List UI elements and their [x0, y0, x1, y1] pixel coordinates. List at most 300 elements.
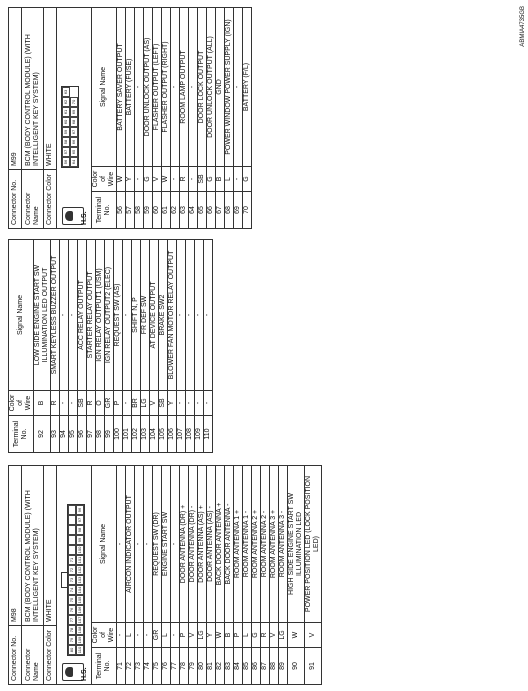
signal-name-cell: DOOR ANTENNA (AS) -	[207, 466, 216, 623]
table-row	[216, 466, 225, 685]
wire-color-cell: B	[216, 167, 225, 192]
terminal-no-cell: 71	[117, 648, 126, 685]
connector-panel-m99	[8, 7, 252, 229]
table-row	[180, 466, 189, 685]
signal-name-cell: BLOWER FAN MOTOR RELAY OUTPUT	[168, 240, 177, 391]
table-row	[87, 240, 96, 453]
figure-id: ABMIA4735GB	[520, 6, 526, 47]
signal-name-cell: IGN RELAY OUTPUT1 (USM)	[96, 240, 105, 391]
wire-color-cell: P	[114, 391, 123, 416]
terminal-no-cell: 59	[144, 192, 153, 229]
value-connector-color: WHITE	[44, 466, 57, 626]
terminal-no-cell: 87	[261, 648, 270, 685]
wire-color-cell: L	[225, 167, 234, 192]
terminal-no-cell: 70	[243, 192, 252, 229]
connector-header-m99	[8, 7, 57, 229]
label-connector-color: Connector Color	[44, 170, 57, 229]
terminal-no-cell: 98	[96, 416, 105, 453]
table-row	[126, 466, 135, 685]
pin-number: 72	[68, 565, 76, 575]
value-connector-no: M98	[9, 466, 22, 626]
signal-name-cell: DOOR ANTENNA (AS) +	[198, 466, 207, 623]
terminal-no-cell: 69	[234, 192, 243, 229]
signal-name-cell: -	[204, 240, 213, 391]
pin-number: 74	[68, 585, 76, 595]
signal-name-cell: ROOM ANTENNA 2 -	[261, 466, 270, 623]
table-row	[153, 8, 162, 229]
pin-number: 65	[70, 147, 78, 157]
wire-color-cell: SB	[159, 391, 168, 416]
pin-number: 58	[62, 137, 70, 147]
terminal-no-cell: 56	[117, 192, 126, 229]
terminal-no-cell: 72	[126, 648, 135, 685]
pin-number: 59	[62, 127, 70, 137]
pin-number: 70	[70, 97, 78, 107]
signal-name-cell: -	[144, 466, 153, 623]
wire-color-cell: V	[270, 623, 279, 648]
signal-name-cell: IGN RELAY OUTPUT2 (ELEC)	[105, 240, 114, 391]
col-color-of-wire: Color of Wire	[92, 167, 117, 192]
label-connector-name: Connector Name	[22, 170, 44, 229]
signal-name-cell: -	[69, 240, 78, 391]
signal-name-cell: FLASHER OUTPUT (RIGHT)	[162, 8, 171, 167]
signal-name-cell: BACK DOOR ANTENNA +	[216, 466, 225, 623]
pin-number: 98	[76, 525, 84, 535]
table-row	[225, 466, 234, 685]
wire-color-cell: L	[126, 623, 135, 648]
pin-number	[68, 535, 76, 545]
signal-name-cell: AT DEVICE OUTPUT	[150, 240, 159, 391]
signal-name-cell: POWER WINDOW POWER SUPPLY (IGN)	[225, 8, 234, 167]
terminal-no-cell: 86	[252, 648, 261, 685]
terminal-no-cell: 95	[69, 416, 78, 453]
terminal-no-cell: 75	[153, 648, 162, 685]
signal-name-cell: FR DEF SW	[141, 240, 150, 391]
signal-name-cell: ROOM ANTENNA 1 -	[243, 466, 252, 623]
pin-number: 108	[77, 626, 82, 634]
terminal-no-cell: 107	[177, 416, 186, 453]
terminal-no-cell: 84	[234, 648, 243, 685]
pin-number: 105	[77, 596, 82, 604]
terminal-no-cell: 93	[51, 416, 60, 453]
table-row	[186, 240, 195, 453]
table-row	[261, 466, 270, 685]
signal-name-cell: -	[171, 8, 180, 167]
signal-table-m98	[91, 465, 322, 685]
wire-color-cell: W	[216, 623, 225, 648]
signal-name-cell: -	[117, 466, 126, 623]
pin-number: 66	[70, 137, 78, 147]
wire-color-cell: SB	[78, 391, 87, 416]
signal-name-cell: -	[177, 240, 186, 391]
table-row	[123, 240, 132, 453]
pin-number: 77	[68, 615, 76, 625]
table-row	[78, 240, 87, 453]
wire-color-cell: L	[243, 623, 252, 648]
wire-color-cell: -	[135, 623, 144, 648]
terminal-no-cell: 91	[305, 648, 322, 685]
signal-name-cell: BATTERY (F/L)	[243, 8, 252, 167]
pin-number: 71	[68, 555, 76, 565]
signal-name-cell: BATTERY SAVER OUTPUT	[117, 8, 126, 167]
wire-color-cell: LG	[141, 391, 150, 416]
table-row	[252, 466, 261, 685]
terminal-no-cell: 88	[270, 648, 279, 685]
pin-number	[68, 515, 76, 525]
pin-number: 107	[77, 616, 82, 624]
wire-color-cell: R	[261, 623, 270, 648]
signal-name-cell: REQUEST SW (AS)	[114, 240, 123, 391]
signal-name-cell: BRAKE SW2	[159, 240, 168, 391]
terminal-no-cell: 102	[132, 416, 141, 453]
pin-number: 61	[62, 107, 70, 117]
signal-name-cell: -	[195, 240, 204, 391]
label-connector-no: Connector No.	[9, 170, 22, 229]
table-row	[270, 466, 279, 685]
table-row	[135, 466, 144, 685]
table-row	[96, 240, 105, 453]
terminal-no-cell: 60	[153, 192, 162, 229]
wire-color-cell: B	[225, 623, 234, 648]
pin-number: 104	[77, 586, 82, 594]
wire-color-cell: SB	[198, 167, 207, 192]
terminal-no-cell: 92	[34, 416, 51, 453]
signal-name-cell: ROOM LAMP OUTPUT	[180, 8, 189, 167]
signal-name-cell: DOOR ANTENNA (DR) +	[180, 466, 189, 623]
wire-color-cell: BR	[132, 391, 141, 416]
table-row	[144, 8, 153, 229]
wire-color-cell: Y	[168, 391, 177, 416]
pin-number	[68, 505, 76, 515]
terminal-no-cell: 64	[189, 192, 198, 229]
wire-color-cell: -	[189, 167, 198, 192]
table-row	[195, 240, 204, 453]
table-row	[117, 8, 126, 229]
pin-layout-m99	[61, 86, 79, 168]
terminal-no-cell: 66	[207, 192, 216, 229]
connector-panel-m98-cont	[8, 239, 213, 453]
wire-color-cell: W	[288, 623, 305, 648]
table-row	[126, 8, 135, 229]
terminal-no-cell: 101	[123, 416, 132, 453]
signal-name-cell: ENGINE START SW	[162, 466, 171, 623]
terminal-no-cell: 99	[105, 416, 114, 453]
terminal-no-cell: 108	[186, 416, 195, 453]
label-connector-color: Connector Color	[44, 626, 57, 685]
table-row	[105, 240, 114, 453]
signal-table-m98-cont	[8, 239, 213, 453]
signal-name-cell: GND	[216, 8, 225, 167]
signal-name-cell: -	[234, 8, 243, 167]
signal-name-cell: ROOM ANTENNA 3 -	[279, 466, 288, 623]
terminal-no-cell: 79	[189, 648, 198, 685]
signal-name-cell: ROOM ANTENNA 3 +	[270, 466, 279, 623]
table-row	[216, 8, 225, 229]
table-row	[243, 8, 252, 229]
signal-name-cell: -	[60, 240, 69, 391]
col-terminal-no: Terminal No.	[92, 192, 117, 229]
signal-name-cell: -	[189, 8, 198, 167]
table-row	[69, 240, 78, 453]
table-row	[180, 8, 189, 229]
value-connector-name: BCM (BODY CONTROL MODULE) (WITH INTELLIGENT KEY SYSTEM)	[22, 8, 44, 170]
signal-name-cell: -	[123, 240, 132, 391]
table-row	[153, 466, 162, 685]
table-row	[171, 8, 180, 229]
terminal-no-cell: 57	[126, 192, 135, 229]
wire-color-cell: P	[180, 623, 189, 648]
table-row	[60, 240, 69, 453]
pin-number: 78	[68, 625, 76, 635]
col-signal-name: Signal Name	[92, 8, 117, 167]
signal-name-cell: ROOM ANTENNA 2 +	[252, 466, 261, 623]
wire-color-cell: Y	[207, 623, 216, 648]
col-signal-name: Signal Name	[9, 240, 34, 391]
terminal-no-cell: 77	[171, 648, 180, 685]
pin-number: 63	[62, 87, 70, 97]
col-signal-name: Signal Name	[92, 466, 117, 623]
signal-name-cell: FLASHER OUTPUT (LEFT)	[153, 8, 162, 167]
terminal-no-cell: 109	[195, 416, 204, 453]
table-row	[234, 466, 243, 685]
terminal-no-cell: 80	[198, 648, 207, 685]
wire-color-cell: R	[180, 167, 189, 192]
table-row	[162, 8, 171, 229]
pin-number: 69	[70, 107, 78, 117]
table-row	[114, 240, 123, 453]
terminal-no-cell: 94	[60, 416, 69, 453]
wire-color-cell: -	[234, 167, 243, 192]
pin-number: 64	[70, 157, 78, 167]
wire-color-cell: V	[305, 623, 322, 648]
signal-name-cell: -	[135, 466, 144, 623]
wire-color-cell: -	[186, 391, 195, 416]
signal-name-cell: REQUEST SW (DR)	[153, 466, 162, 623]
pin-number: 99	[76, 535, 84, 545]
hs-label: H.S.	[81, 667, 88, 681]
pin-number	[68, 525, 76, 535]
table-row	[279, 466, 288, 685]
wire-color-cell: -	[177, 391, 186, 416]
signal-name-cell: POWER POSITION LED (LOCK POSITION LED)	[305, 466, 322, 623]
wire-color-cell: -	[171, 167, 180, 192]
pin-number: 60	[62, 117, 70, 127]
table-row	[144, 466, 153, 685]
connector-header-m98	[8, 465, 57, 685]
table-row	[234, 8, 243, 229]
signal-name-cell: DOOR ANTENNA (DR) -	[189, 466, 198, 623]
wire-color-cell: -	[144, 623, 153, 648]
wire-color-cell: P	[234, 623, 243, 648]
terminal-no-cell: 97	[87, 416, 96, 453]
table-row	[243, 466, 252, 685]
terminal-no-cell: 106	[168, 416, 177, 453]
signal-name-cell: BACK DOOR ANTENNA -	[225, 466, 234, 623]
terminal-no-cell: 105	[159, 416, 168, 453]
wire-color-cell: V	[189, 623, 198, 648]
table-row	[189, 466, 198, 685]
table-row	[135, 8, 144, 229]
col-color-of-wire: Color of Wire	[9, 391, 34, 416]
table-row	[288, 466, 305, 685]
terminal-no-cell: 90	[288, 648, 305, 685]
signal-name-cell: DOOR UNLOCK OUTPUT (ALL)	[207, 8, 216, 167]
table-row	[207, 8, 216, 229]
table-row	[132, 240, 141, 453]
pin-number: 76	[68, 605, 76, 615]
terminal-no-cell: 63	[180, 192, 189, 229]
pin-number: 101	[77, 556, 82, 564]
pin-number: 67	[70, 127, 78, 137]
table-row	[51, 240, 60, 453]
signal-name-cell: -	[186, 240, 195, 391]
wire-color-cell: -	[60, 391, 69, 416]
wire-color-cell: LG	[279, 623, 288, 648]
terminal-no-cell: 83	[225, 648, 234, 685]
signal-name-cell: DOOR LOCK OUTPUT	[198, 8, 207, 167]
table-row	[141, 240, 150, 453]
wire-color-cell: R	[87, 391, 96, 416]
wire-color-cell: V	[153, 167, 162, 192]
terminal-no-cell: 104	[150, 416, 159, 453]
wire-color-cell: G	[144, 167, 153, 192]
connector-face-m99	[57, 7, 91, 229]
table-row	[198, 466, 207, 685]
pin-number: 106	[77, 606, 82, 614]
wire-color-cell: O	[96, 391, 105, 416]
terminal-no-cell: 74	[144, 648, 153, 685]
pin-number: 110	[77, 646, 82, 654]
wire-color-cell: GR	[153, 623, 162, 648]
table-row	[198, 8, 207, 229]
terminal-no-cell: 58	[135, 192, 144, 229]
signal-name-cell: DOOR UNLOCK OUTPUT (AS)	[144, 8, 153, 167]
terminal-no-cell: 67	[216, 192, 225, 229]
wire-color-cell: -	[171, 623, 180, 648]
wire-color-cell: -	[69, 391, 78, 416]
value-connector-color: WHITE	[44, 8, 57, 170]
pin-number: 100	[77, 546, 82, 554]
terminal-no-cell: 103	[141, 416, 150, 453]
wire-color-cell: G	[243, 167, 252, 192]
pin-number: 102	[77, 566, 82, 574]
wire-color-cell: L	[162, 623, 171, 648]
table-row	[34, 240, 51, 453]
pin-layout-m98	[67, 504, 85, 656]
terminal-no-cell: 85	[243, 648, 252, 685]
table-row	[117, 466, 126, 685]
pin-number: 109	[77, 636, 82, 644]
signal-name-cell: LOW SIDE ENGINE START SW ILLUMINATION LED OUTPUT	[34, 240, 51, 391]
wire-color-cell: -	[135, 167, 144, 192]
pin-number: 96	[76, 505, 84, 515]
terminal-no-cell: 73	[135, 648, 144, 685]
wire-color-cell: R	[51, 391, 60, 416]
connector-panel-m98	[8, 465, 322, 685]
col-terminal-no: Terminal No.	[92, 648, 117, 685]
terminal-no-cell: 89	[279, 648, 288, 685]
wire-color-cell: W	[117, 167, 126, 192]
pin-number: 80	[68, 645, 76, 655]
wire-color-cell: V	[150, 391, 159, 416]
signal-name-cell: BATTERY (FUSE)	[126, 8, 135, 167]
wire-color-cell: G	[252, 623, 261, 648]
table-row	[159, 240, 168, 453]
table-row	[305, 466, 322, 685]
wire-color-cell: -	[195, 391, 204, 416]
terminal-no-cell: 68	[225, 192, 234, 229]
signal-name-cell: STARTER RELAY OUTPUT	[87, 240, 96, 391]
wire-color-cell: -	[123, 391, 132, 416]
value-connector-name: BCM (BODY CONTROL MODULE) (WITH INTELLIGENT KEY SYSTEM)	[22, 466, 44, 626]
terminal-no-cell: 78	[180, 648, 189, 685]
terminal-no-cell: 82	[216, 648, 225, 685]
table-row	[177, 240, 186, 453]
signal-name-cell: HIGH SIDE ENGINE START SW ILLUMINATION LED	[288, 466, 305, 623]
signal-name-cell: SHIFT N, P	[132, 240, 141, 391]
pin-number: 57	[62, 147, 70, 157]
table-row	[150, 240, 159, 453]
wire-color-cell: -	[204, 391, 213, 416]
value-connector-no: M99	[9, 8, 22, 170]
table-row	[207, 466, 216, 685]
pin-number: 97	[76, 515, 84, 525]
terminal-no-cell: 62	[171, 192, 180, 229]
table-row	[225, 8, 234, 229]
wire-color-cell: Y	[126, 167, 135, 192]
signal-table-m99	[91, 7, 252, 229]
wire-color-cell: B	[34, 391, 51, 416]
pin-number: 62	[62, 97, 70, 107]
terminal-no-cell: 76	[162, 648, 171, 685]
col-color-of-wire: Color of Wire	[92, 623, 117, 648]
terminal-no-cell: 96	[78, 416, 87, 453]
signal-name-cell: ROOM ANTENNA 1 +	[234, 466, 243, 623]
wire-color-cell: G	[207, 167, 216, 192]
signal-name-cell: -	[171, 466, 180, 623]
pin-number: 68	[70, 117, 78, 127]
pin-number: 56	[62, 157, 70, 167]
terminal-no-cell: 81	[207, 648, 216, 685]
pin-number	[68, 545, 76, 555]
wire-color-cell: W	[162, 167, 171, 192]
connector-face-m98	[57, 465, 91, 685]
terminal-no-cell: 110	[204, 416, 213, 453]
signal-name-cell: AIRCON INDICATOR OUTPUT	[126, 466, 135, 623]
table-row	[171, 466, 180, 685]
signal-name-cell: SMART KEYLESS BUZZER OUTPUT	[51, 240, 60, 391]
hs-label: H.S.	[81, 211, 88, 225]
pin-number: 75	[68, 595, 76, 605]
label-connector-name: Connector Name	[22, 626, 44, 685]
terminal-no-cell: 61	[162, 192, 171, 229]
pin-number: 79	[68, 635, 76, 645]
table-row	[204, 240, 213, 453]
signal-name-cell: ACC RELAY OUTPUT	[78, 240, 87, 391]
wire-color-cell: -	[117, 623, 126, 648]
pin-number: 103	[77, 576, 82, 584]
table-row	[162, 466, 171, 685]
signal-name-cell: -	[135, 8, 144, 167]
terminal-no-cell: 65	[198, 192, 207, 229]
col-terminal-no: Terminal No.	[9, 416, 34, 453]
table-row	[189, 8, 198, 229]
pin-number: 73	[68, 575, 76, 585]
wire-color-cell: LG	[198, 623, 207, 648]
table-row	[168, 240, 177, 453]
terminal-no-cell: 100	[114, 416, 123, 453]
wire-color-cell: GR	[105, 391, 114, 416]
